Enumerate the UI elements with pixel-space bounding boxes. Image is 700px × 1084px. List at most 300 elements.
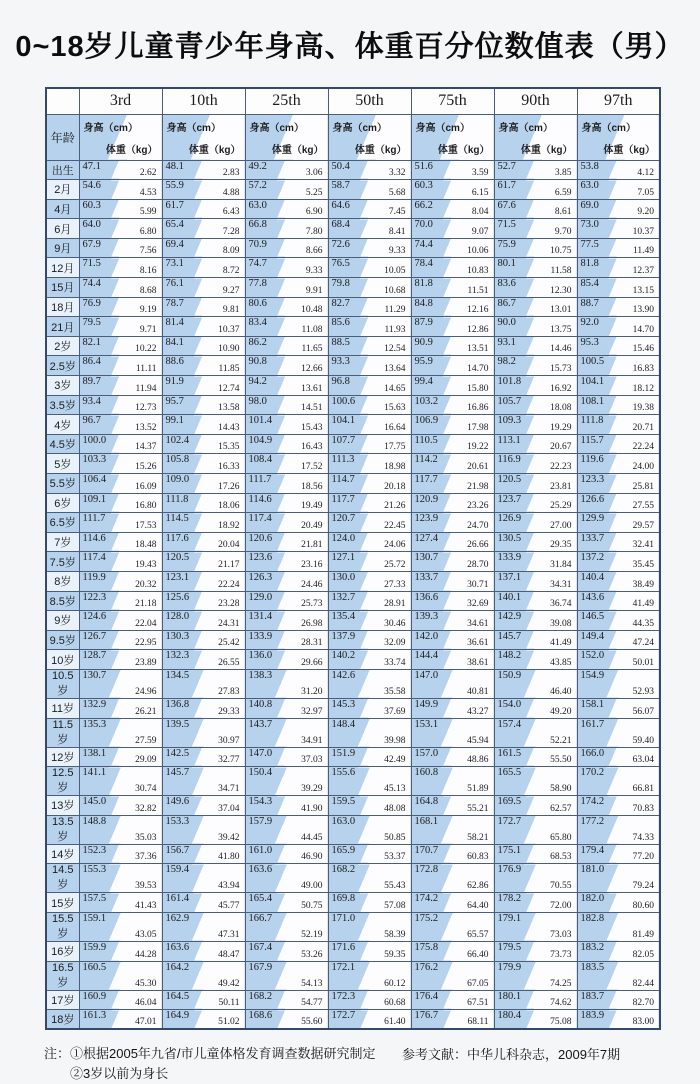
weight-value: 36.74: [550, 599, 572, 610]
age-cell: 8岁: [46, 571, 79, 591]
weight-value: 82.44: [632, 978, 654, 989]
weight-value: 52.19: [301, 929, 323, 940]
data-cell: [411, 591, 494, 611]
data-cell: [577, 893, 660, 913]
data-cell: [577, 669, 660, 698]
weight-value: 23.28: [218, 599, 240, 610]
height-value: 109.3: [497, 415, 522, 427]
weight-value: 62.57: [550, 803, 572, 814]
height-value: 171.6: [331, 941, 356, 953]
data-cell: [494, 356, 577, 376]
data-cell: [245, 669, 328, 698]
age-cell: 12.5岁: [46, 767, 79, 796]
data-cell: [577, 796, 660, 816]
data-cell: [162, 474, 245, 494]
weight-value: 35.03: [135, 832, 157, 843]
weight-value: 41.43: [135, 900, 157, 911]
height-value: 64.0: [82, 219, 101, 231]
weight-value: 77.20: [632, 852, 654, 863]
data-cell: [411, 297, 494, 317]
table-row: [46, 336, 660, 356]
data-cell: [162, 669, 245, 698]
weight-value: 65.80: [550, 832, 572, 843]
data-cell: [162, 454, 245, 474]
height-value: 133.9: [497, 552, 522, 564]
height-value: 159.5: [331, 796, 356, 808]
height-value: 133.9: [248, 630, 273, 642]
data-cell: [162, 297, 245, 317]
height-value: 183.2: [580, 941, 605, 953]
height-value: 63.0: [580, 180, 599, 192]
data-cell: [577, 650, 660, 670]
weight-value: 8.09: [222, 246, 240, 257]
weight-value: 55.60: [301, 1017, 323, 1028]
weight-value: 45.77: [218, 900, 240, 911]
height-value: 145.0: [82, 796, 107, 808]
weight-value: 25.29: [550, 501, 572, 512]
height-value: 74.7: [248, 258, 267, 270]
height-value: 114.6: [82, 532, 106, 544]
height-value: 148.2: [497, 650, 522, 662]
weight-value: 80.60: [632, 900, 654, 911]
data-cell: [162, 356, 245, 376]
height-value: 104.9: [248, 434, 273, 446]
weight-value: 20.71: [632, 422, 654, 433]
weight-value: 54.13: [301, 978, 323, 989]
height-value: 60.3: [82, 199, 101, 211]
age-cell: 18岁: [46, 1010, 79, 1030]
weight-value: 46.40: [550, 686, 572, 697]
weight-value: 45.13: [384, 784, 406, 795]
data-cell: [577, 219, 660, 239]
data-cell: [494, 893, 577, 913]
data-cell: [411, 415, 494, 435]
data-cell: [328, 532, 411, 552]
percentile-header-10th: 10th: [162, 88, 245, 114]
height-value: 150.9: [497, 669, 522, 681]
height-value: 147.0: [414, 669, 439, 681]
height-value: 120.9: [414, 493, 439, 505]
data-cell: [577, 815, 660, 844]
height-value: 127.4: [414, 532, 439, 544]
data-cell: [411, 990, 494, 1010]
data-cell: [411, 532, 494, 552]
weight-value: 24.31: [218, 618, 240, 629]
data-cell: [328, 893, 411, 913]
weight-value: 50.75: [301, 900, 323, 911]
age-cell: 5.5岁: [46, 474, 79, 494]
height-value: 90.9: [414, 336, 433, 348]
data-cell: [411, 336, 494, 356]
height-value: 168.2: [331, 864, 356, 876]
height-value: 160.9: [82, 990, 107, 1002]
weight-value: 41.80: [218, 852, 240, 863]
height-value: 152.0: [580, 650, 605, 662]
height-value: 130.3: [165, 630, 190, 642]
table-row: [46, 591, 660, 611]
weight-value: 23.16: [301, 559, 323, 570]
height-value: 108.1: [580, 395, 605, 407]
data-cell: [245, 238, 328, 258]
data-cell: [494, 941, 577, 961]
height-value: 81.4: [165, 317, 184, 329]
weight-value: 27.55: [632, 501, 654, 512]
height-value: 100.0: [82, 434, 107, 446]
weight-value: 17.98: [467, 422, 489, 433]
weight-value: 13.61: [301, 383, 323, 394]
data-cell: [245, 454, 328, 474]
weight-value: 12.16: [467, 305, 489, 316]
weight-value: 24.70: [467, 520, 489, 531]
weight-value: 53.37: [384, 852, 406, 863]
height-value: 67.6: [497, 199, 516, 211]
height-value: 136.8: [165, 698, 190, 710]
data-cell: [494, 317, 577, 337]
height-value: 78.7: [165, 297, 184, 309]
height-value: 124.6: [82, 611, 107, 623]
weight-value: 34.91: [301, 735, 323, 746]
data-cell: [494, 474, 577, 494]
data-cell: [494, 278, 577, 298]
data-cell: [79, 258, 162, 278]
data-cell: [411, 493, 494, 513]
weight-unit-label: 体重（kg）: [354, 144, 407, 156]
data-cell: [162, 493, 245, 513]
height-value: 149.6: [165, 796, 190, 808]
height-value: 106.9: [414, 415, 439, 427]
height-value: 81.8: [414, 278, 433, 290]
data-cell: [79, 454, 162, 474]
height-unit-label: 身高（cm）: [498, 122, 553, 134]
data-cell: [328, 669, 411, 698]
weight-value: 15.73: [550, 364, 572, 375]
weight-value: 65.57: [467, 929, 489, 940]
data-cell: [245, 395, 328, 415]
data-cell: [245, 219, 328, 239]
data-cell: [494, 180, 577, 200]
data-cell: [577, 454, 660, 474]
age-cell: 15岁: [46, 893, 79, 913]
weight-value: 21.81: [301, 540, 323, 551]
table-row: [46, 961, 660, 990]
weight-value: 48.47: [218, 949, 240, 960]
height-unit-label: 身高（cm）: [581, 122, 636, 134]
height-value: 157.9: [248, 815, 273, 827]
data-cell: [162, 990, 245, 1010]
data-cell: [245, 747, 328, 767]
height-value: 123.9: [414, 513, 439, 525]
weight-value: 14.65: [384, 383, 406, 394]
weight-value: 43.94: [218, 881, 240, 892]
weight-value: 3.32: [388, 168, 406, 179]
weight-value: 10.37: [218, 324, 240, 335]
data-cell: [328, 611, 411, 631]
height-value: 93.3: [331, 356, 350, 368]
height-value: 142.9: [497, 611, 522, 623]
height-value: 117.4: [248, 513, 272, 525]
table-row: [46, 893, 660, 913]
table-row: [46, 990, 660, 1010]
table-row: [46, 669, 660, 698]
data-cell: [245, 258, 328, 278]
weight-value: 51.02: [218, 1017, 240, 1028]
table-row: [46, 474, 660, 494]
data-cell: [328, 474, 411, 494]
weight-value: 12.66: [301, 364, 323, 375]
height-value: 174.2: [414, 893, 439, 905]
data-cell: [577, 767, 660, 796]
data-cell: [577, 180, 660, 200]
height-value: 160.8: [414, 767, 439, 779]
data-cell: [494, 434, 577, 454]
height-value: 154.9: [580, 669, 605, 681]
height-value: 70.0: [414, 219, 433, 231]
data-cell: [494, 912, 577, 941]
height-value: 160.5: [82, 961, 107, 973]
data-cell: [245, 297, 328, 317]
weight-value: 10.48: [301, 305, 323, 316]
height-value: 164.2: [165, 961, 190, 973]
weight-value: 45.94: [467, 735, 489, 746]
weight-value: 70.55: [550, 881, 572, 892]
age-cell: 2岁: [46, 336, 79, 356]
data-cell: [79, 160, 162, 180]
height-value: 82.1: [82, 336, 101, 348]
weight-unit-label: 体重（kg）: [105, 144, 158, 156]
weight-value: 75.08: [550, 1017, 572, 1028]
height-value: 163.0: [331, 815, 356, 827]
data-cell: [245, 199, 328, 219]
weight-value: 12.73: [135, 403, 157, 414]
data-cell: [162, 961, 245, 990]
height-value: 88.5: [331, 336, 350, 348]
subheader-cell: [411, 114, 494, 160]
subheader-cell: [79, 114, 162, 160]
height-value: 172.7: [331, 1010, 356, 1022]
data-cell: [245, 864, 328, 893]
height-value: 109.0: [165, 474, 190, 485]
height-value: 109.1: [82, 493, 107, 505]
weight-value: 32.69: [467, 599, 489, 610]
height-value: 111.8: [165, 493, 189, 505]
data-cell: [162, 258, 245, 278]
table-row: [46, 796, 660, 816]
height-value: 161.4: [165, 893, 190, 905]
height-value: 73.1: [165, 258, 184, 270]
data-cell: [245, 1010, 328, 1030]
weight-value: 30.97: [218, 735, 240, 746]
weight-value: 25.81: [632, 481, 654, 492]
height-value: 119.6: [580, 454, 604, 466]
data-cell: [494, 571, 577, 591]
height-value: 142.0: [414, 630, 439, 642]
data-cell: [577, 395, 660, 415]
weight-value: 29.09: [135, 755, 157, 766]
height-value: 90.8: [248, 356, 267, 368]
weight-value: 34.61: [467, 618, 489, 629]
height-value: 134.5: [165, 669, 190, 681]
data-cell: [328, 844, 411, 864]
height-value: 115.7: [580, 434, 604, 446]
data-cell: [494, 415, 577, 435]
height-value: 179.4: [580, 844, 605, 856]
height-value: 158.1: [580, 698, 605, 710]
height-value: 72.6: [331, 238, 350, 250]
data-cell: [162, 611, 245, 631]
height-value: 120.7: [331, 513, 356, 525]
weight-value: 16.80: [135, 501, 157, 512]
height-value: 49.2: [248, 160, 267, 172]
data-cell: [577, 1010, 660, 1030]
weight-value: 49.42: [218, 978, 240, 989]
height-value: 172.8: [414, 864, 439, 876]
weight-value: 37.69: [384, 706, 406, 717]
weight-value: 74.62: [550, 998, 572, 1009]
height-value: 175.1: [497, 844, 522, 856]
height-value: 88.7: [580, 297, 599, 309]
age-cell: 11岁: [46, 698, 79, 718]
age-cell: 7.5岁: [46, 552, 79, 572]
data-cell: [162, 941, 245, 961]
data-cell: [494, 552, 577, 572]
data-cell: [577, 434, 660, 454]
data-cell: [411, 454, 494, 474]
weight-value: 12.37: [632, 266, 654, 277]
data-cell: [328, 336, 411, 356]
weight-value: 13.90: [632, 305, 654, 316]
height-value: 165.5: [497, 767, 522, 779]
height-value: 169.5: [497, 796, 522, 808]
data-cell: [411, 796, 494, 816]
weight-value: 30.71: [467, 579, 489, 590]
height-value: 93.1: [497, 336, 516, 348]
data-cell: [328, 415, 411, 435]
weight-value: 22.45: [384, 520, 406, 531]
weight-value: 46.90: [301, 852, 323, 863]
data-cell: [577, 990, 660, 1010]
height-value: 175.2: [414, 912, 439, 924]
weight-value: 8.41: [388, 226, 406, 237]
data-cell: [245, 844, 328, 864]
weight-value: 22.95: [135, 638, 157, 649]
height-value: 86.7: [497, 297, 516, 309]
height-value: 140.8: [248, 698, 273, 710]
table-row: [46, 219, 660, 239]
height-value: 105.7: [497, 395, 522, 407]
weight-value: 82.70: [632, 998, 654, 1009]
height-value: 88.6: [165, 356, 184, 368]
height-value: 166.7: [248, 912, 273, 924]
height-value: 152.3: [82, 844, 107, 856]
height-value: 104.1: [331, 415, 356, 427]
weight-value: 15.46: [632, 344, 654, 355]
data-cell: [245, 767, 328, 796]
data-cell: [494, 650, 577, 670]
weight-value: 18.56: [301, 481, 323, 492]
data-cell: [245, 630, 328, 650]
data-cell: [494, 796, 577, 816]
weight-value: 32.82: [135, 803, 157, 814]
weight-value: 73.03: [550, 929, 572, 940]
data-cell: [494, 532, 577, 552]
height-value: 47.1: [82, 160, 101, 172]
data-cell: [79, 669, 162, 698]
subheader-row: [46, 114, 660, 160]
age-cell: 10.5岁: [46, 669, 79, 698]
data-cell: [79, 961, 162, 990]
data-cell: [494, 591, 577, 611]
weight-value: 8.04: [471, 207, 489, 218]
height-value: 149.9: [414, 698, 439, 710]
weight-value: 10.75: [550, 246, 572, 257]
height-value: 86.4: [82, 356, 101, 368]
height-value: 114.6: [248, 493, 272, 505]
height-value: 126.3: [248, 571, 273, 583]
height-value: 85.6: [331, 317, 350, 329]
data-cell: [162, 630, 245, 650]
height-value: 75.9: [497, 238, 516, 250]
height-value: 175.8: [414, 941, 439, 953]
data-cell: [411, 395, 494, 415]
data-cell: [577, 415, 660, 435]
weight-value: 3.06: [305, 168, 323, 179]
height-value: 132.7: [331, 591, 356, 603]
weight-value: 21.17: [218, 559, 240, 570]
weight-value: 39.98: [384, 735, 406, 746]
height-value: 143.7: [248, 718, 273, 730]
height-value: 98.0: [248, 395, 267, 407]
data-cell: [411, 611, 494, 631]
weight-value: 23.81: [550, 481, 572, 492]
weight-value: 50.11: [218, 998, 240, 1009]
weight-value: 17.26: [218, 481, 240, 492]
data-cell: [577, 493, 660, 513]
height-value: 182.0: [580, 893, 605, 905]
height-value: 153.1: [414, 718, 439, 730]
weight-value: 9.20: [637, 207, 654, 218]
weight-value: 22.04: [135, 618, 157, 629]
age-cell: 9岁: [46, 611, 79, 631]
data-cell: [328, 317, 411, 337]
weight-value: 28.31: [301, 638, 323, 649]
height-value: 130.5: [497, 532, 522, 544]
data-cell: [577, 297, 660, 317]
weight-value: 7.80: [305, 226, 323, 237]
data-cell: [79, 434, 162, 454]
height-value: 126.9: [497, 513, 522, 525]
weight-value: 61.40: [384, 1017, 406, 1028]
height-value: 69.0: [580, 199, 599, 211]
weight-value: 26.21: [135, 706, 157, 717]
weight-value: 19.49: [301, 501, 323, 512]
weight-value: 26.55: [218, 657, 240, 668]
age-cell: 5岁: [46, 454, 79, 474]
height-value: 137.1: [497, 571, 522, 583]
weight-value: 11.51: [467, 285, 489, 296]
height-value: 137.9: [331, 630, 356, 642]
height-value: 70.9: [248, 238, 267, 250]
height-value: 170.2: [580, 767, 605, 779]
weight-value: 10.68: [384, 285, 406, 296]
weight-value: 11.93: [384, 324, 406, 335]
weight-value: 25.42: [218, 638, 240, 649]
table-row: [46, 199, 660, 219]
weight-value: 16.86: [467, 403, 489, 414]
weight-value: 6.90: [305, 207, 323, 218]
data-cell: [328, 238, 411, 258]
data-cell: [245, 434, 328, 454]
weight-value: 9.81: [222, 305, 240, 316]
